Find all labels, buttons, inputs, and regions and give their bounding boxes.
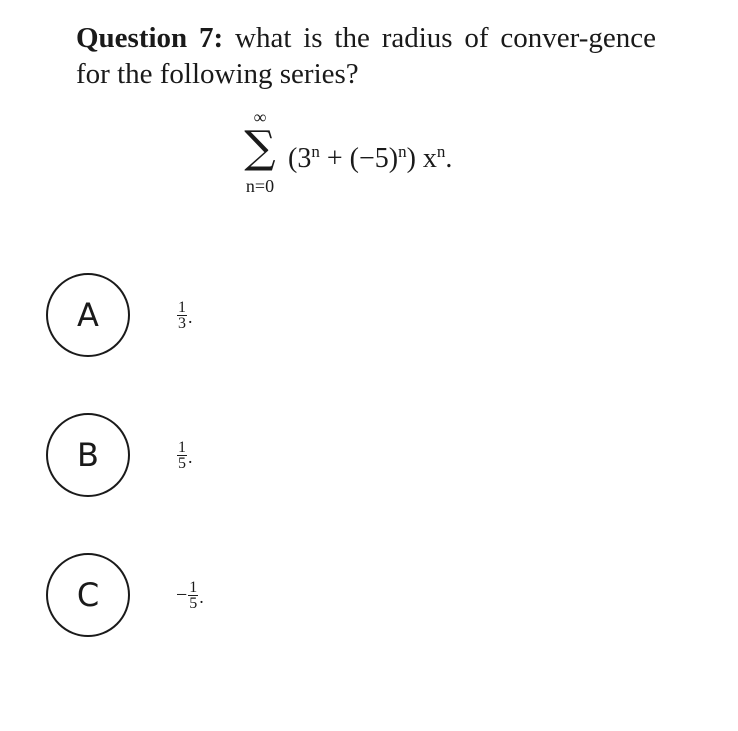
term-part-2: + (−5) [319, 143, 399, 174]
term-part-3: ) x [406, 143, 437, 174]
option-c[interactable] [46, 553, 204, 637]
option-c-button[interactable]: C [46, 553, 130, 637]
sum-lower-limit: n=0 [245, 176, 275, 196]
series-formula [236, 108, 516, 208]
option-b-fraction [177, 440, 187, 471]
question-label: Question 7: [76, 22, 224, 54]
summand-expression [288, 134, 452, 177]
option-a-numerator: 1 [178, 298, 186, 316]
summation [236, 108, 284, 208]
option-c-numerator: 1 [189, 578, 198, 596]
question-body: what is the radius of conver-gence for the following series? [76, 22, 657, 90]
option-b-period: . [188, 446, 193, 467]
option-a-answer[interactable] [176, 291, 193, 339]
option-c-fraction [188, 580, 198, 611]
option-a-period: . [188, 306, 193, 327]
option-b-denominator: 5 [178, 454, 186, 472]
option-a-fraction [177, 300, 187, 331]
option-b-numerator: 1 [178, 438, 186, 456]
sum-upper-limit: ∞ [253, 107, 267, 127]
sigma-symbol: ∑ [244, 122, 276, 173]
option-c-period: . [199, 586, 204, 607]
exponent-3: n [436, 142, 446, 161]
option-c-denominator: 5 [189, 594, 198, 612]
option-a[interactable] [46, 273, 193, 357]
question-text [76, 20, 656, 92]
option-a-button[interactable]: A [46, 273, 130, 357]
term-end: . [445, 143, 453, 174]
term-part-1: (3 [288, 143, 312, 174]
option-c-sign: − [176, 583, 188, 606]
exponent-1: n [311, 142, 320, 161]
exponent-2: n [398, 142, 407, 161]
option-c-answer[interactable] [176, 571, 204, 619]
option-b[interactable] [46, 413, 193, 497]
option-a-denominator: 3 [178, 314, 186, 332]
option-b-button[interactable]: B [46, 413, 130, 497]
option-b-answer[interactable] [176, 431, 193, 479]
